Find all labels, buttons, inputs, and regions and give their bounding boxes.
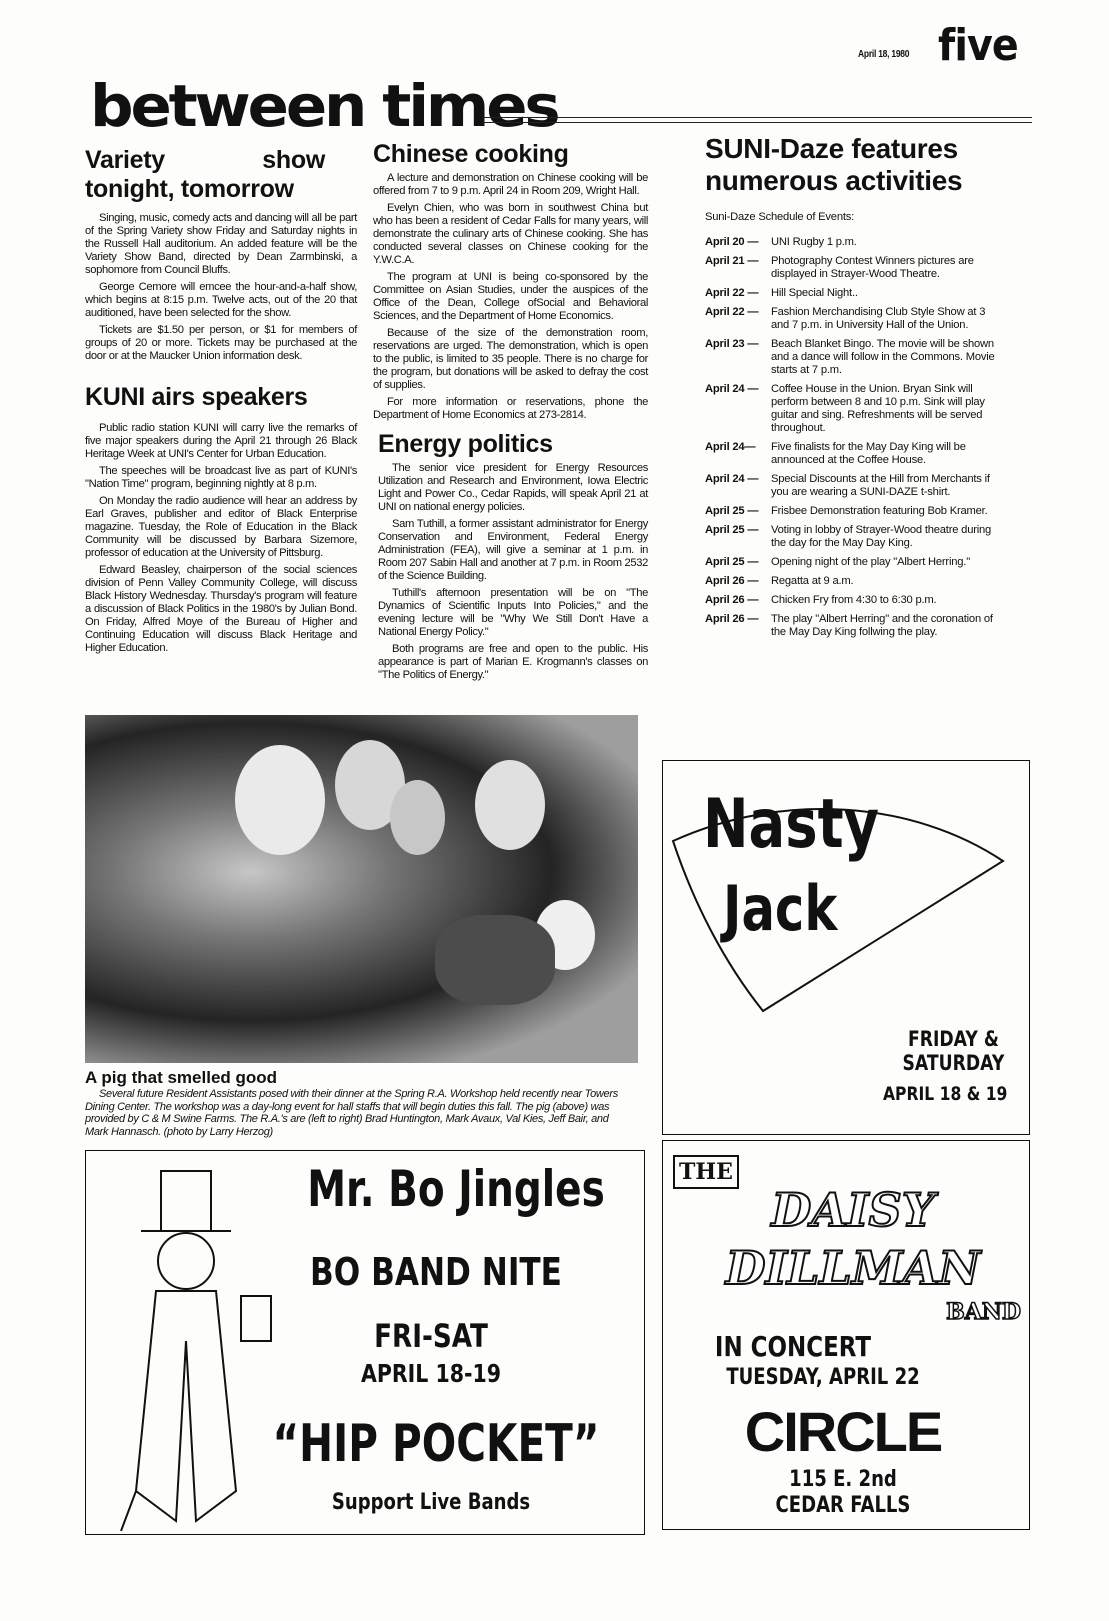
paragraph: Tuthill's afternoon presentation will be on "The Dynamics of Scientific Inputs Into Policies," and the evening lecture will be "Why We Still Don't Have a National Energy Policy." <box>378 587 648 638</box>
schedule-item <box>705 255 995 281</box>
schedule-text: Photography Contest Winners pictures are displayed in Strayer-Wood Theatre. <box>771 255 974 280</box>
schedule-date: April 26 — <box>705 575 759 587</box>
schedule-date: April 23 — <box>705 338 759 350</box>
paragraph: Tickets are $1.50 per person, or $1 for members of groups of 20 or more. Tickets may be purchased at the door or at the Maucker Union information desk. <box>85 324 357 362</box>
headline: Chinese cooking <box>373 140 569 168</box>
ad-daisy-date: TUESDAY, APRIL 22 <box>726 1365 920 1390</box>
paragraph: Because of the size of the demonstration room, reservations are urged. The demonstration, which is open to the public, is limited to 35 people. There is no charge for the program, but donations will be asked to defray the cost of supplies. <box>373 327 648 391</box>
paragraph: The speeches will be broadcast live as part of KUNI's "Nation Time" program, beginning nightly at 8 p.m. <box>85 465 357 490</box>
schedule-date: April 24 — <box>705 383 759 395</box>
ad-daisy-dillman <box>662 1140 1030 1530</box>
ad-bo-tagline: Support Live Bands <box>331 1490 531 1515</box>
schedule-text: The play "Albert Herring" and the coronation of the May Day King follwing the play. <box>771 613 993 638</box>
schedule-item <box>705 338 995 377</box>
schedule-item <box>705 473 995 499</box>
paragraph: The senior vice president for Energy Resources Utilization and Research and Environment, Iowa Electric Light and Power Co., Cedar Rapids, will speak April 21 at UNI on national energy policies. <box>378 462 648 513</box>
schedule-item <box>705 383 995 435</box>
schedule <box>705 211 995 639</box>
schedule-text: Chicken Fry from 4:30 to 6:30 p.m. <box>771 594 937 606</box>
section-title: between times <box>90 72 558 140</box>
photo-headline: A pig that smelled good <box>85 1068 278 1087</box>
paragraph: Both programs are free and open to the public. His appearance is part of Marian E. Krogmann's classes on "The Politics of Energy." <box>378 643 648 681</box>
schedule-text: Voting in lobby of Strayer-Wood theatre during the day for the May Day King. <box>771 524 992 549</box>
ad-daisy-address: 115 E. 2nd <box>789 1467 897 1492</box>
schedule-date: April 24— <box>705 441 756 453</box>
paragraph: George Cemore will emcee the hour-and-a-half show, which begins at 8:15 p.m. Twelve acts, out of the 20 that auditioned, have been selected for the show. <box>85 281 357 319</box>
ad-nasty-days: FRIDAY & SATURDAY <box>902 1027 1005 1075</box>
ad-daisy-city: CEDAR FALLS <box>775 1493 911 1518</box>
paragraph: The program at UNI is being co-sponsored by the Committee on Asian Studies, under the auspices of the Office of the Dean, College ofSocial and Behavioral Sciences, and the Department of Home Economics. <box>373 271 648 322</box>
schedule-text: Hill Special Night.. <box>771 287 858 299</box>
paragraph: Singing, music, comedy acts and dancing will all be part of the Spring Variety show Friday and Saturday nights in the Russell Hall auditorium. An added feature will be the Variety Show Band, directed by Dean Zarmbinski, a sophomore from Council Bluffs. <box>85 212 357 276</box>
schedule-item <box>705 441 995 467</box>
ad-daisy-band: DAISY DILLMAN <box>725 1183 981 1295</box>
schedule-item <box>705 613 995 639</box>
schedule-intro: Suni-Daze Schedule of Events: <box>705 211 855 223</box>
paragraph: Edward Beasley, chairperson of the social sciences division of Penn Valley Community College, will discuss Black History Wednesday. Thursday's program will feature a discussion of Black Politics in the 1980's by Julian Bond. On Friday, Alfred Moye of the Bureau of Higher and Continuing Education will discuss Black Heritage and Higher Education. <box>85 564 357 654</box>
headline: Variety show tonight, tomorrow <box>85 146 325 203</box>
schedule-text: Fashion Merchandising Club Style Show at 3 and 7 p.m. in University Hall of the Union. <box>771 306 986 331</box>
schedule-item <box>705 556 995 569</box>
article-kuni <box>85 383 357 659</box>
ad-mr-bo-jingles <box>85 1150 645 1535</box>
schedule-date: April 22 — <box>705 306 759 318</box>
schedule-text: Beach Blanket Bingo. The movie will be shown and a dance will follow in the Commons. Movie starts at 7 p.m. <box>771 338 995 376</box>
ad-nasty-line2: Jack <box>723 872 838 945</box>
headline: SUNI-Daze features numerous activities <box>705 133 963 196</box>
paragraph: For more information or reservations, phone the Department of Home Economics at 273-2814. <box>373 396 648 421</box>
photo-resident-assistants <box>85 715 638 1063</box>
ad-bo-dates: APRIL 18-19 <box>360 1359 502 1388</box>
schedule-item <box>705 505 995 518</box>
article-energy-politics <box>373 430 648 686</box>
headline: Energy politics <box>378 430 553 458</box>
schedule-date: April 26 — <box>705 613 759 625</box>
ad-daisy-venue: CIRCLE <box>744 1400 942 1463</box>
schedule-item <box>705 236 995 249</box>
schedule-text: UNI Rugby 1 p.m. <box>771 236 857 248</box>
photo-caption: Several future Resident Assistants posed with their dinner at the Spring R.A. Workshop held recently near Towers Dining Center. The workshop was a day-long event for hall staffs that will begin duties this fall. The pig (above) was provided by C & M Swine Farms. The R.A.'s are (left to right) Brad Huntington, Mark Avaux, Val Kies, Jeff Bair, and Mark Hannasch. (photo by Larry Herzog) <box>85 1088 618 1138</box>
ad-bo-band: “HIP POCKET” <box>272 1414 600 1474</box>
schedule-text: Coffee House in the Union. Bryan Sink will perform between 8 and 10 p.m. Sink will play guitar and sing. Refreshments will be served throughout. <box>771 383 985 434</box>
paragraph: Evelyn Chien, who was born in southwest China but who has been a resident of Cedar Falls for many years, will demonstrate the culinary arts of Chinese cooking. She has conducted several classes on Chinese cooking for the Y.W.C.A. <box>373 202 648 266</box>
schedule-text: Frisbee Demonstration featuring Bob Kramer. <box>771 505 988 517</box>
schedule-date: April 25 — <box>705 524 759 536</box>
schedule-item <box>705 594 995 607</box>
schedule-text: Opening night of the play "Albert Herring." <box>771 556 970 568</box>
schedule-item <box>705 575 995 588</box>
schedule-date: April 26 — <box>705 594 759 606</box>
paragraph: Public radio station KUNI will carry live the remarks of five major speakers during the April 21 through 26 Black Heritage Week at UNI's Center for Urban Education. <box>85 422 357 460</box>
schedule-date: April 21 — <box>705 255 759 267</box>
ad-nasty-jack <box>662 760 1030 1135</box>
schedule-text: Regatta at 9 a.m. <box>771 575 854 587</box>
column-1 <box>85 146 357 659</box>
article-variety-show <box>85 146 357 367</box>
schedule-text: Special Discounts at the Hill from Merchants if you are wearing a SUNI-DAZE t-shirt. <box>771 473 990 498</box>
schedule-date: April 20 — <box>705 236 759 248</box>
paragraph: Sam Tuthill, a former assistant administrator for Energy Conservation and Environment, Federal Energy Administration (FEA), will give a seminar at 1 p.m. in Room 207 Sabin Hall and another at 7 p.m. in Room 2532 of the Science Building. <box>378 518 648 582</box>
schedule-date: April 25 — <box>705 556 759 568</box>
issue-date: April 18, 1980 <box>858 49 910 60</box>
ad-nasty-dates: APRIL 18 & 19 <box>882 1083 1008 1105</box>
column-2 <box>373 140 648 686</box>
headline: KUNI airs speakers <box>85 383 308 411</box>
ad-daisy-band-word: BAND <box>946 1299 1021 1325</box>
article-suni-daze <box>705 133 995 645</box>
schedule-date: April 25 — <box>705 505 759 517</box>
schedule-date: April 22 — <box>705 287 759 299</box>
page-number: five <box>938 20 1018 71</box>
ad-bo-name: Mr. Bo Jingles <box>307 1160 605 1218</box>
article-chinese-cooking <box>373 140 648 426</box>
paragraph: On Monday the radio audience will hear an address by Earl Graves, publisher and editor of Black Enterprise magazine. Tuesday, the Role of Education in the Black Community will be discussed by Barbara Sizemore, professor of education at the University of Pittsburg. <box>85 495 357 559</box>
header-rule <box>482 117 1032 123</box>
ad-bo-days: FRI-SAT <box>374 1317 488 1355</box>
ad-daisy-concert: IN CONCERT <box>714 1330 872 1363</box>
schedule-item <box>705 524 995 550</box>
ad-bo-event: BO BAND NITE <box>310 1250 562 1294</box>
schedule-item <box>705 306 995 332</box>
schedule-item <box>705 287 995 300</box>
schedule-text: Five finalists for the May Day King will be announced at the Coffee House. <box>771 441 966 466</box>
schedule-date: April 24 — <box>705 473 759 485</box>
paragraph: A lecture and demonstration on Chinese cooking will be offered from 7 to 9 p.m. April 24 in Room 209, Wright Hall. <box>373 172 648 197</box>
ad-nasty-line1: Nasty <box>703 785 880 864</box>
ad-daisy-the: THE <box>673 1155 739 1189</box>
